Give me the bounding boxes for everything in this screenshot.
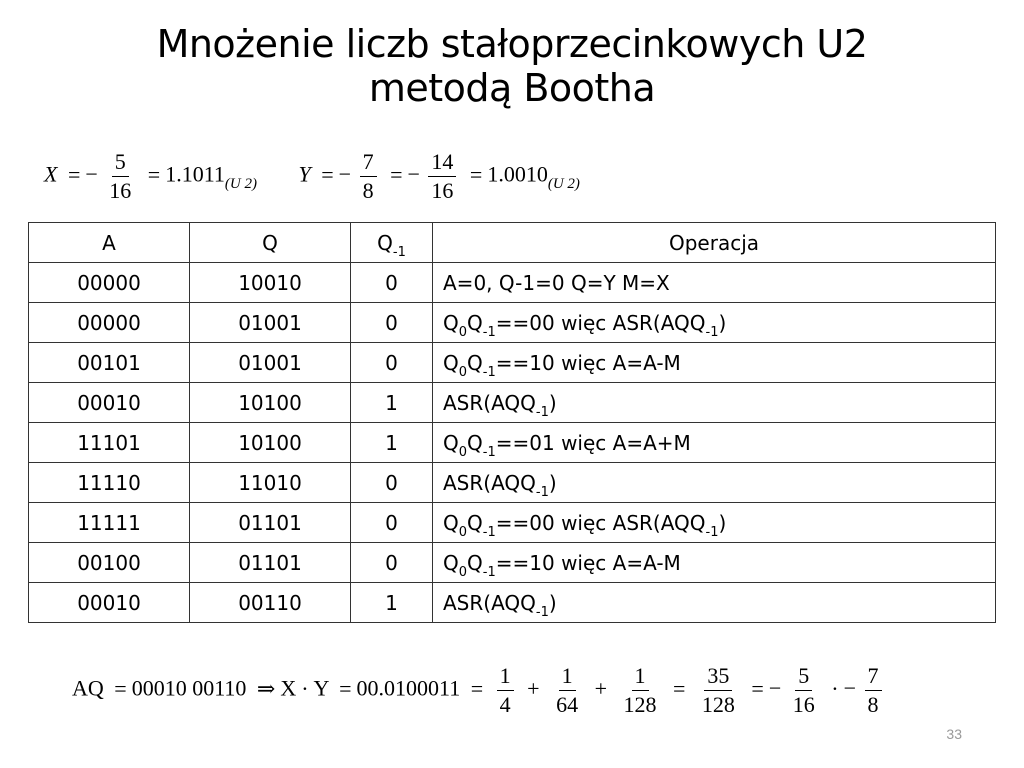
x-binary-value: 1.1011 [165,161,225,187]
fraction-numerator: 35 [704,664,732,691]
plus-sign: + [527,675,540,701]
operation-text: ASR(AQQ [443,390,536,415]
fraction-denominator: 8 [362,178,374,203]
header-q1-sub: -1 [392,244,406,260]
fraction-denominator: 128 [623,692,657,717]
operation-subscript: -1 [482,364,496,380]
operation-text: ASR(AQQ [443,590,536,615]
var-x: X [44,161,58,187]
operation-subscript: -1 [535,604,549,620]
operation-text: ) [718,310,727,335]
operation-text: ==00 więc ASR(AQQ [495,310,706,335]
fraction-denominator: 16 [792,692,815,717]
operation-text: ==00 więc ASR(AQQ [495,510,706,535]
aq-value: 00010 00110 [131,675,247,701]
operation-text: ==01 więc A=A+M [495,430,691,455]
cell-a: 00100 [29,543,190,583]
lhs-aq: AQ [72,675,104,701]
minus-sign: − [407,161,420,187]
operation-text: ASR(AQQ [443,470,536,495]
result-formula [72,664,885,717]
cell-q: 01001 [190,343,351,383]
cell-q: 10010 [190,263,351,303]
title-line-1: Mnożenie liczb stałoprzecinkowych U2 [156,22,868,66]
equals-sign: = [321,161,334,187]
fraction-numerator: 5 [112,150,129,177]
cell-q: 00110 [190,583,351,623]
cell-operation [433,503,996,543]
operation-subscript: -1 [482,524,496,540]
fraction-1 [497,664,514,717]
cell-q-minus-1: 1 [351,583,433,623]
cell-q: 01001 [190,303,351,343]
operation-subscript: 0 [458,364,468,380]
cell-operation [433,383,996,423]
operation-text: ==10 więc A=A-M [495,550,681,575]
fraction-2 [553,664,581,717]
cell-a: 00000 [29,263,190,303]
fraction-denominator: 8 [867,692,879,717]
operation-subscript: -1 [535,484,549,500]
operation-text: ==10 więc A=A-M [495,350,681,375]
cell-a: 11110 [29,463,190,503]
fraction-numerator: 1 [632,664,649,691]
header-operation: Operacja [433,223,996,263]
fraction-y-2 [428,150,456,203]
cell-a: 00000 [29,303,190,343]
table-row [29,583,996,623]
cell-a: 00010 [29,583,190,623]
operation-subscript: -1 [705,524,719,540]
fraction-numerator: 14 [428,150,456,177]
u2-subscript: (U 2) [224,175,257,192]
fraction-3 [621,664,660,717]
operation-text: Q [443,430,459,455]
implies-sign: ⇒ [256,675,276,701]
table-row [29,463,996,503]
minus-sign: − [338,161,352,187]
cell-q: 10100 [190,423,351,463]
operation-subscript: 0 [458,444,468,460]
plus-sign: + [594,675,607,701]
table-row [29,263,996,303]
fraction-denominator: 16 [431,178,454,203]
equals-sign: = [114,675,127,701]
cell-a: 11101 [29,423,190,463]
var-y: Y [298,161,311,187]
header-q-minus-1 [351,223,433,263]
operation-text: Q [443,550,459,575]
title-line-2: metodą Bootha [368,66,656,110]
header-q: Q [190,223,351,263]
formula-x [44,150,257,203]
minus-sign: − [768,675,782,701]
cell-q: 01101 [190,503,351,543]
cell-q-minus-1: 0 [351,303,433,343]
cell-q: 10100 [190,383,351,423]
operation-subscript: -1 [482,324,496,340]
table-header-row [29,223,996,263]
cell-a: 00010 [29,383,190,423]
product-binary: 00.0100011 [356,675,461,701]
operation-subscript: 0 [458,524,468,540]
booth-steps-table [28,222,996,623]
table-row [29,503,996,543]
operation-text: Q [443,510,459,535]
operation-subscript: 0 [458,324,468,340]
cell-operation [433,583,996,623]
operation-text: Q [467,550,483,575]
cell-a: 11111 [29,503,190,543]
fraction-numerator: 5 [795,664,812,691]
cell-q-minus-1: 1 [351,383,433,423]
minus-sign: − [85,161,98,187]
var-y: Y [313,675,329,701]
fraction-6 [865,664,882,717]
cell-operation [433,543,996,583]
operation-text: Q [467,350,483,375]
minus-sign: − [843,675,857,701]
fraction-5 [790,664,818,717]
cell-operation [433,303,996,343]
fraction-4 [699,664,738,717]
fraction-denominator: 4 [499,692,511,717]
operation-subscript: -1 [482,564,496,580]
y-binary-value: 1.0010 [487,161,548,187]
operation-subscript: 0 [458,564,468,580]
dot-sign: · [831,675,839,701]
table-row [29,543,996,583]
table-row [29,343,996,383]
cell-operation [433,263,996,303]
cell-q-minus-1: 0 [351,463,433,503]
cell-operation [433,463,996,503]
operation-text: ) [718,510,727,535]
operation-text: Q [443,310,459,335]
operation-text: Q [443,350,459,375]
fraction-numerator: 7 [360,150,377,177]
equals-sign: = [67,161,81,187]
operation-subscript: -1 [705,324,719,340]
table-row [29,303,996,343]
equals-sign: = [390,161,403,187]
cell-q-minus-1: 0 [351,343,433,383]
cell-q: 01101 [190,543,351,583]
cell-a: 00101 [29,343,190,383]
operation-text: ) [548,590,557,615]
page-number: 33 [946,726,962,742]
cell-q-minus-1: 1 [351,423,433,463]
fraction-denominator: 64 [556,692,579,717]
cell-operation [433,343,996,383]
fraction-denominator: 128 [701,692,735,717]
slide-title [0,22,1024,110]
table-row [29,423,996,463]
operation-text: Q [467,310,483,335]
cell-q-minus-1: 0 [351,503,433,543]
fraction-x [106,150,134,203]
equals-sign: = [673,675,686,701]
operation-text: ) [548,470,557,495]
operation-text: ) [548,390,557,415]
header-a: A [29,223,190,263]
var-x: X [280,675,297,701]
cell-q-minus-1: 0 [351,263,433,303]
equals-sign: = [751,675,764,701]
operation-subscript: -1 [482,444,496,460]
operation-subscript: -1 [535,404,549,420]
operand-formulas [44,150,580,203]
equals-sign: = [339,675,352,701]
operation-text: Q [467,510,483,535]
operation-text: A=0, Q-1=0 Q=Y M=X [443,270,670,295]
formula-y [298,150,579,203]
fraction-denominator: 16 [109,178,132,203]
equals-sign: = [469,161,483,187]
operation-text: Q [467,430,483,455]
u2-subscript: (U 2) [547,175,580,192]
table-row [29,383,996,423]
fraction-y-1 [360,150,377,203]
cell-q-minus-1: 0 [351,543,433,583]
equals-sign: = [147,161,161,187]
cell-q: 11010 [190,463,351,503]
cell-operation [433,423,996,463]
fraction-numerator: 1 [497,664,514,691]
header-q1-main: Q [377,230,393,255]
fraction-numerator: 1 [559,664,576,691]
fraction-numerator: 7 [865,664,882,691]
equals-sign: = [470,675,484,701]
dot-sign: · [301,675,309,701]
